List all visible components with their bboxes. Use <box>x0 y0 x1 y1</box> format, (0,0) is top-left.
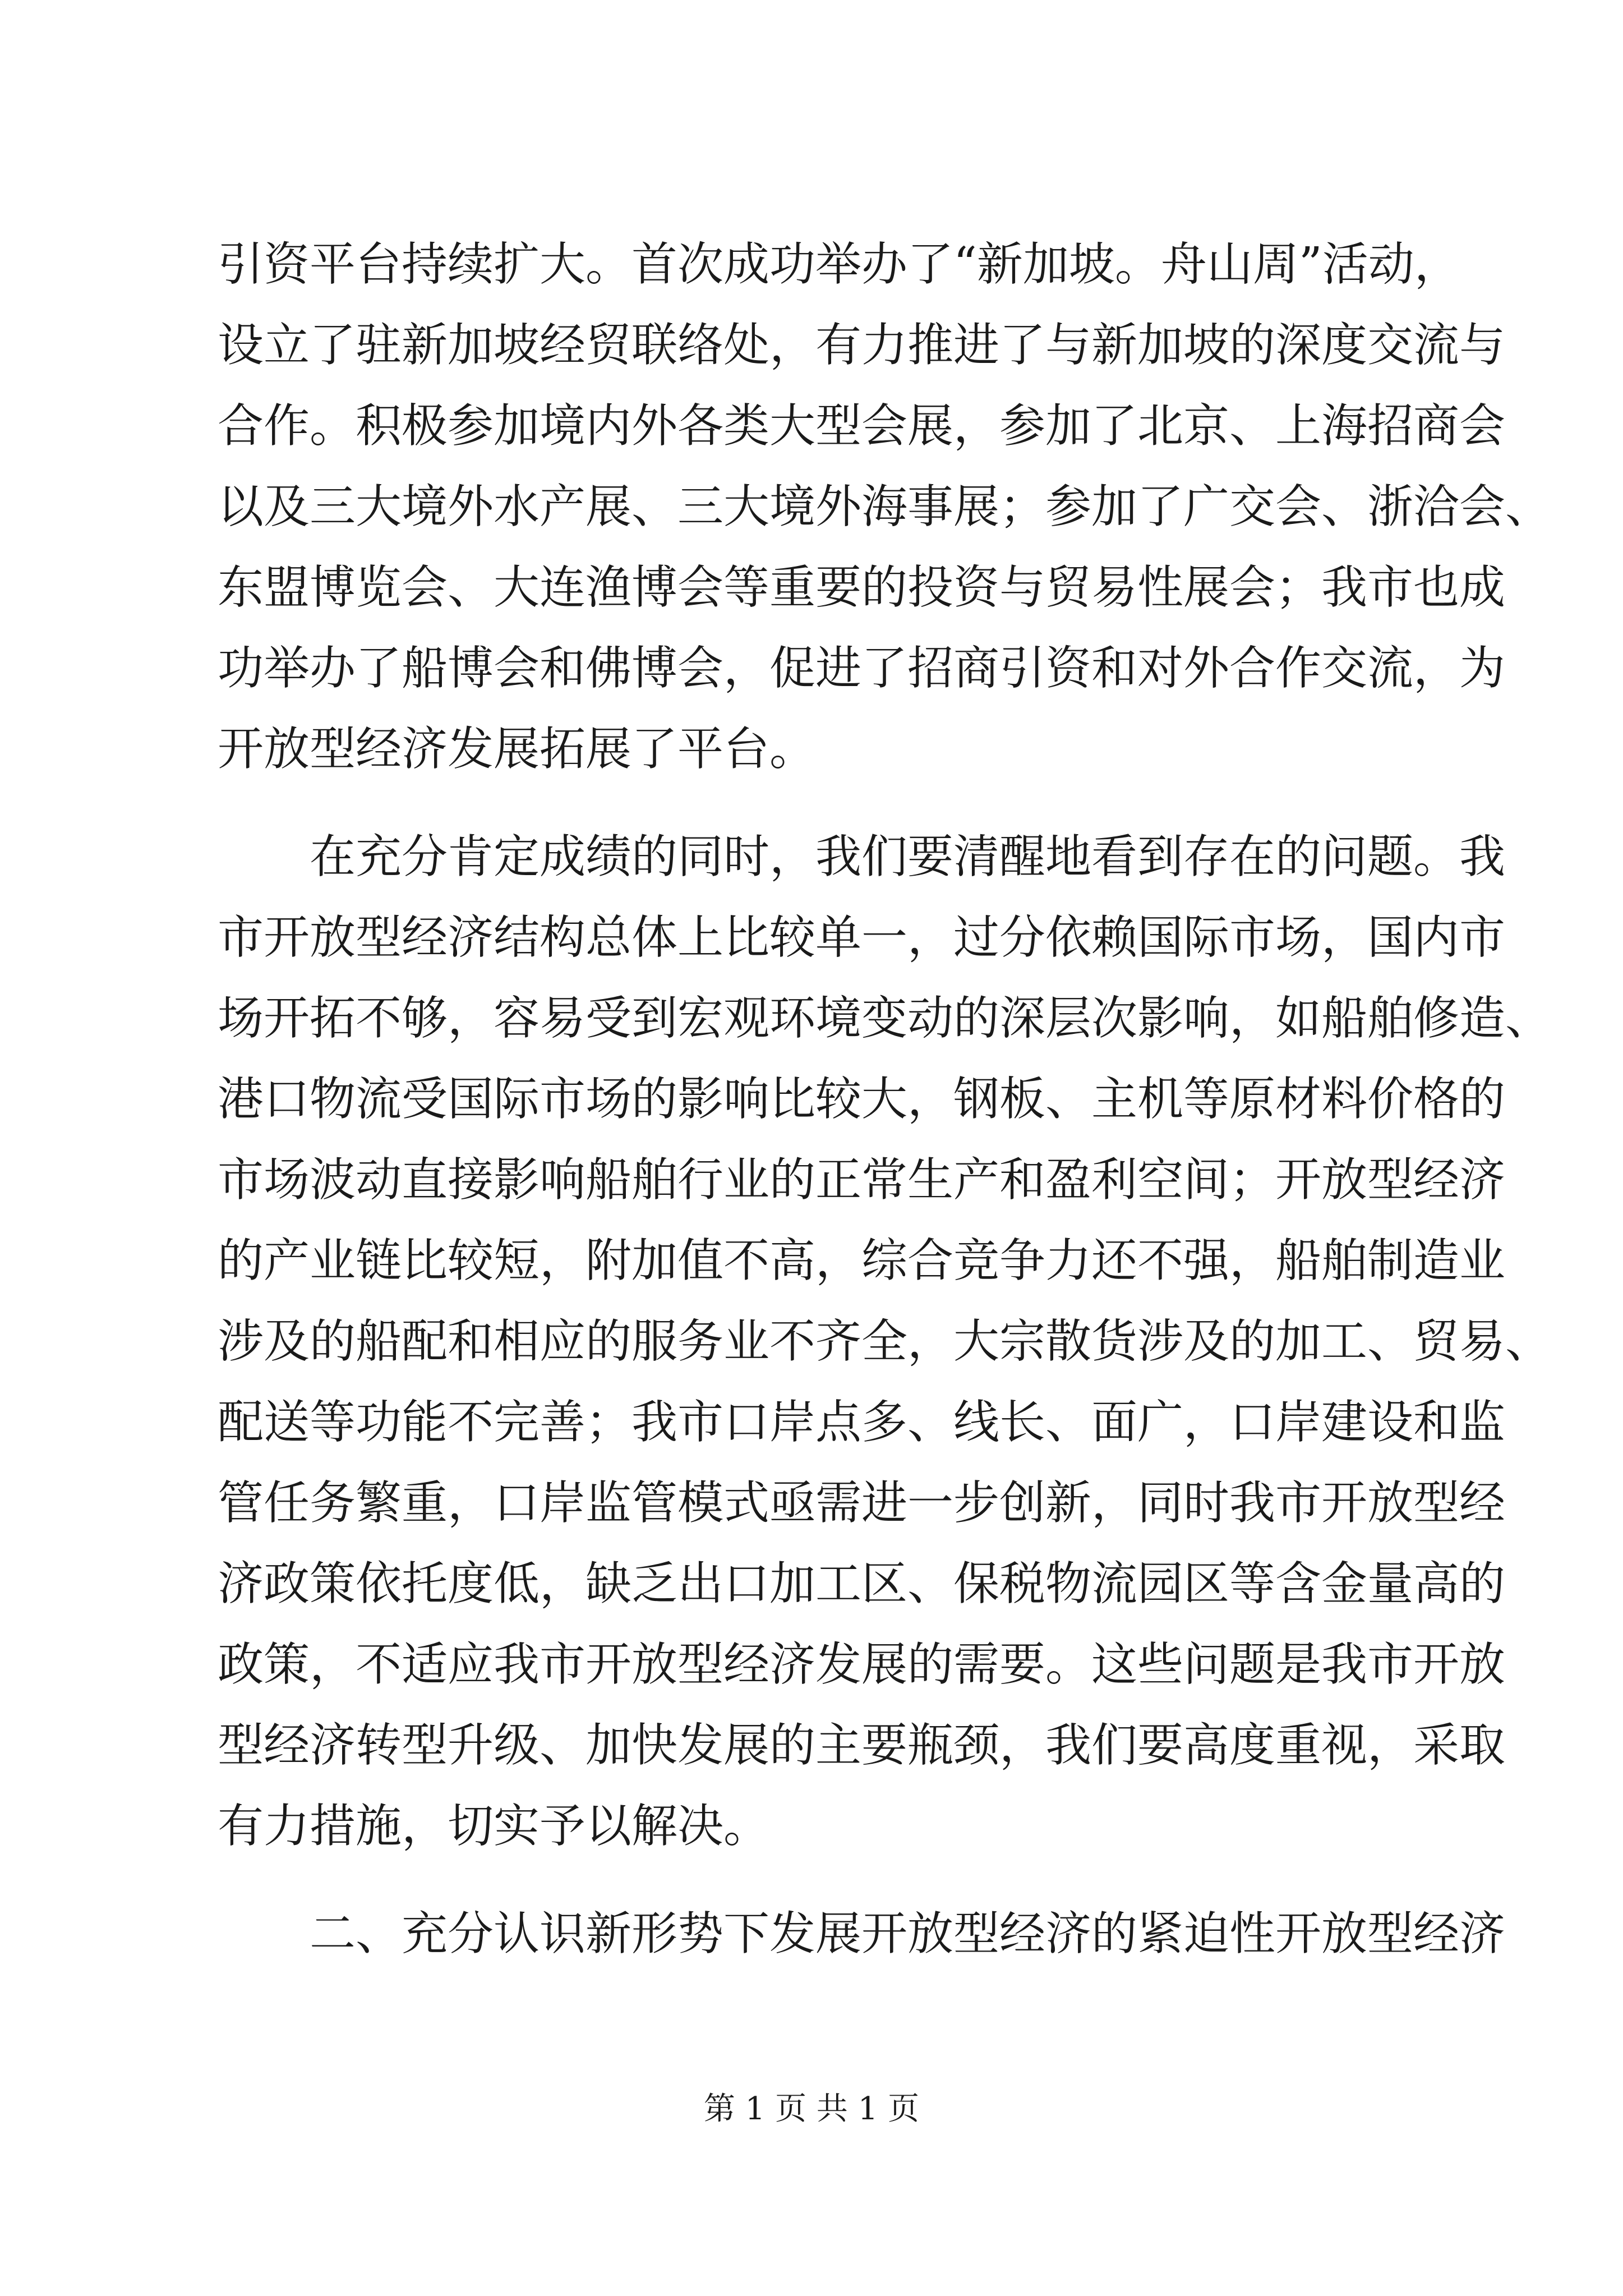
text-line: 涉及的船配和相应的服务业不齐全，大宗散货涉及的加工、贸易、 <box>218 1315 1552 1368</box>
text-line: 场开拓不够，容易受到宏观环境变动的深层次影响，如船舶修造、 <box>218 992 1552 1045</box>
text-line: 型经济转型升级、加快发展的主要瓶颈，我们要高度重视，采取 <box>218 1719 1506 1772</box>
text-line: 市场波动直接影响船舶行业的正常生产和盈利空间；开放型经济 <box>218 1153 1506 1207</box>
text-line: 功举办了船博会和佛博会，促进了招商引资和对外合作交流，为 <box>218 642 1506 695</box>
text-line: 设立了驻新加坡经贸联络处，有力推进了与新加坡的深度交流与 <box>218 319 1506 372</box>
text-line: 开放型经济发展拓展了平台。 <box>218 723 816 776</box>
page-number-footer: 第 1 页 共 1 页 <box>703 2091 920 2127</box>
text-line: 以及三大境外水产展、三大境外海事展；参加了广交会、浙洽会、 <box>218 480 1552 533</box>
text-line: 市开放型经济结构总体上比较单一，过分依赖国际市场，国内市 <box>218 911 1506 964</box>
text-line: 引资平台持续扩大。首次成功举办了“新加坡。舟山周”活动， <box>218 238 1460 291</box>
text-line: 管任务繁重，口岸监管模式亟需进一步创新，同时我市开放型经 <box>218 1476 1506 1530</box>
text-line: 的产业链比较短，附加值不高，综合竞争力还不强，船舶制造业 <box>218 1234 1506 1287</box>
text-line: 济政策依托度低，缺乏出口加工区、保税物流园区等含金量高的 <box>218 1557 1506 1611</box>
document-body <box>218 224 1552 1975</box>
text-line: 东盟博览会、大连渔博会等重要的投资与贸易性展会；我市也成 <box>218 561 1506 614</box>
text-line: 二、充分认识新形势下发展开放型经济的紧迫性开放型经济 <box>218 1907 1506 1961</box>
text-line: 在充分肯定成绩的同时，我们要清醒地看到存在的问题。我 <box>218 830 1506 884</box>
paragraph-3 <box>218 1894 1506 1975</box>
text-line: 政策，不适应我市开放型经济发展的需要。这些问题是我市开放 <box>218 1638 1506 1691</box>
text-line: 配送等功能不完善；我市口岸点多、线长、面广，口岸建设和监 <box>218 1396 1506 1449</box>
paragraph-1 <box>218 224 1552 790</box>
text-line: 港口物流受国际市场的影响比较大，钢板、主机等原材料价格的 <box>218 1073 1506 1126</box>
text-line: 有力措施，切实予以解决。 <box>218 1800 770 1853</box>
paragraph-2 <box>218 817 1552 1867</box>
text-line: 合作。积极参加境内外各类大型会展，参加了北京、上海招商会 <box>218 399 1506 453</box>
